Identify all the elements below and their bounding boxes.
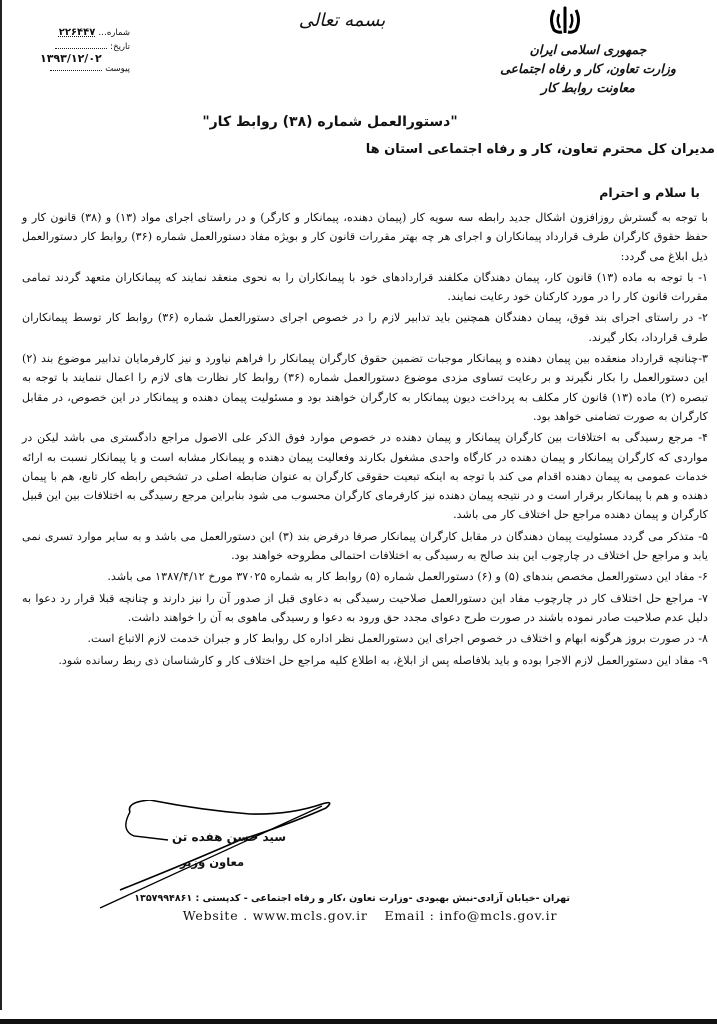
reference-date-value: ۱۳۹۳/۱۲/۰۲ (40, 52, 102, 65)
basmala: بسمه تعالی (298, 10, 386, 31)
reference-date-row: تاریخ: (40, 40, 130, 54)
date-dotted-line (55, 40, 107, 49)
ministry-line-country: جمهوری اسلامی ایران (529, 42, 647, 57)
document-body (22, 208, 708, 670)
reference-block (40, 26, 130, 76)
attachment-dotted-line (50, 62, 102, 71)
document-title: "دستورالعمل شماره (۳۸) روابط کار" (202, 114, 458, 130)
reference-number-row: شماره... ۲۲۶۴۴۷ (58, 27, 130, 38)
footer-email[interactable]: Email : info@mcls.gov.ir (384, 908, 558, 923)
clause-4: ۴- مرجع رسیدگی به اختلافات بین کارگران پیمانکار و پیمان دهنده در خصوص موارد فوق الذکر علی الاصول مراجع دادگستری می باشد لیکن در مواردی که کارگران پیمانکار و پیمان دهنده در کارگاه واحدی مشغول بکارند وفعالیت پیمان دهنده و پیمانکار مشابه است و یا پیمانکار نسبت به ارائه خدمات عمومی به پیمان دهنده اقدام می کند با توجه به اینکه تبعیت حقوقی کارگران به عنوان ضابطه اصلی در تشخیص رابطه کار تابع، هم با پیمان دهنده و هم با پیمانکار برقرار است و در نتیجه پیمان دهنده نیز کارفرمای کارگران محسوب می شود بنابراین مرجع رسیدگی به اختلافات بین این قبیل کارگران و پیمان دهنده مراجع حل اختلاف کار می باشد. (22, 431, 708, 522)
signatory-name: سید حسن هفده تن (172, 830, 287, 844)
footer-address: تهران -خیابان آزادی-نبش بهبودی -وزارت تعاون ،کار و رفاه اجتماعی - کدپستی : ۱۳۵۷۹۹۴۸۶۱ (134, 893, 570, 904)
clause-3: ۳-چنانچه قرارداد منعقده بین پیمان دهنده و پیمانکار موجبات تضمین حقوق کارگران پیمانکار را فراهم نیاورد و نیز کارفرمایان تدابیر موضوع بند (۲) این دستورالعمل را بکار نگیرند و بر رعایت تساوی مزدی موضوع دستورالعمل شماره (۳۶) روابط کار نظارت های لازم را اعمال ننمایند با توجه به تبصره (۲) ماده (۱۳) قانون کار مکلف به پرداخت دیون پیمانکار به کارگران خواهند بود و مسئولیت پیمان دهنده و پیمانکار در این خصوص، در مقابل کارگران به صورت تضامنی خواهد بود. (22, 352, 708, 423)
clause-5: ۵- متذکر می گردد مسئولیت پیمان دهندگان در مقابل کارگران پیمانکار صرفا درفرض بند (۳) این دستورالعمل می باشد و به سایر موارد تسری نمی یابد و مراجع حل اختلاف در چارچوب این بند صالح به رسیدگی به اختلافات احتمالی مطروحه خواهند بود. (22, 529, 708, 563)
intro-paragraph: با توجه به گسترش روزافزون اشکال جدید رابطه سه سویه کار (پیمان دهنده، پیمانکار و کارگر) و در راستای اجرای مواد (۱۳) و (۳۸) قانون کار و حفظ حقوق کارگران طرف قرارداد پیمانکاران و اجرای هر چه بهتر مقررات قانون کار و بویژه مفاد دستورالعمل شماره (۳۶) روابط کار دستورالعمل ذیل ابلاغ می گردد: (22, 211, 708, 263)
footer-contact (170, 908, 570, 923)
clause-1: ۱- با توجه به ماده (۱۳) قانون کار، پیمان دهندگان مکلفند قراردادهای خود با پیمانکاران را به نحوی منعقد نمایند که پیمانکاران متعهد گردند تمامی مقررات قانون کار را در مورد کارکنان خود رعایت نمایند. (22, 270, 708, 304)
clause-2: ۲- در راستای اجرای بند فوق، پیمان دهندگان همچنین باید تدابیر لازم را در خصوص اجرای دستورالعمل شماره (۳۶) روابط کار توسط پیمانکاران طرف قرارداد، بکار گیرند. (22, 311, 708, 344)
reference-number-label: شماره (106, 28, 130, 38)
iran-emblem-icon (548, 6, 582, 36)
clause-8: ۸- در صورت بروز هرگونه ابهام و اختلاف در خصوص اجرای این دستورالعمل نظر اداره کل روابط کار و جبران خدمت لازم الاتباع است. (87, 632, 708, 646)
reference-attachment-label: پیوست (105, 64, 130, 74)
scan-left-edge (0, 0, 2, 1010)
reference-date-label: تاریخ (113, 42, 130, 52)
scan-bottom-edge (0, 1019, 717, 1024)
clause-9: ۹- مفاد این دستورالعمل لازم الاجرا بوده و باید بلافاصله پس از ابلاغ، به اطلاع کلیه مراجع حل اختلاف کار و کارشناسان ذی ربط رسانده شود. (58, 653, 708, 667)
footer-website[interactable]: Website . www.mcls.gov.ir (182, 908, 368, 923)
clause-7: ۷- مراجع حل اختلاف کار در چارچوب مفاد این دستورالعمل صلاحیت رسیدگی به دعاوی قبل از صدور آن را نیز دارند و چنانچه قبلا قرار رد دعوا به دلیل عدم صلاحیت صادر نموده باشند در صورت طرح دعوای مجدد حق ورود به دعوا و رسیدگی ماهوی به آن را خواهند داشت. (22, 591, 708, 624)
signatory-position: معاون وزیر (180, 855, 245, 869)
reference-number-value: ۲۲۶۴۴۷ (58, 27, 96, 38)
ministry-header (488, 40, 688, 97)
recipient-line: مدیران کل محترم تعاون، کار و رفاه اجتماعی استان ها (365, 142, 715, 157)
greeting: با سلام و احترام (599, 185, 700, 200)
reference-attachment-row (40, 62, 130, 76)
ministry-line-name: وزارت تعاون، کار و رفاه اجتماعی (500, 61, 676, 76)
clause-6: ۶- مفاد این دستورالعمل مخصص بندهای (۵) و (۶) دستورالعمل شماره (۵) روابط کار به شماره ۳۷۰۲۵ مورخ ۱۳۸۷/۴/۱۲ می باشد. (107, 570, 708, 584)
ministry-line-department: معاونت روابط کار (541, 80, 635, 95)
